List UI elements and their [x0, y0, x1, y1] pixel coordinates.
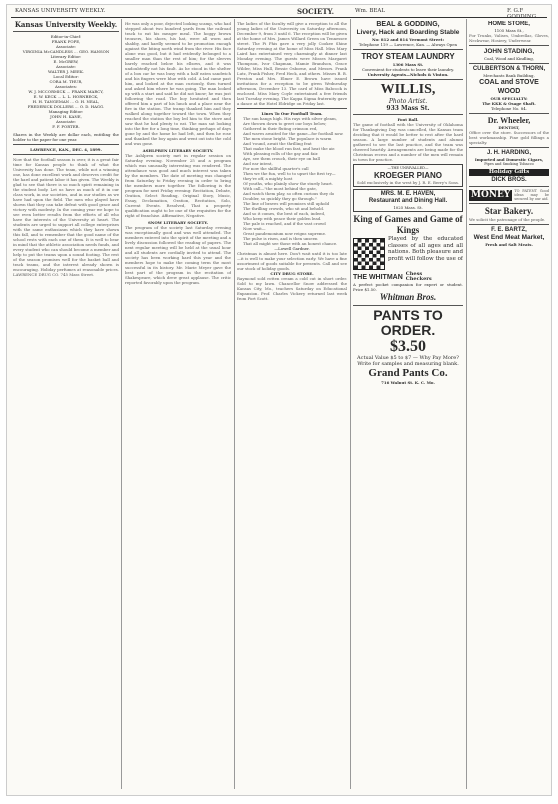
- star-bakery: Star Bakery.: [484, 206, 534, 216]
- masthead-line: Literary Editor:: [50, 54, 82, 59]
- masthead-title: Kansas University Weekly.: [14, 21, 118, 29]
- newspaper-page: [6, 4, 552, 796]
- column-divider: [350, 19, 351, 789]
- masthead-line: Associates:: [54, 84, 78, 89]
- section-heading: ASHLPREN LITERARY SOCIETY.: [142, 148, 214, 153]
- body-text: The program of the society last Saturday evening was exceptionally good and was well attended. The members entered into the spirit of the meeting and a lively discussion followed the reading of papers. The next regular meeting will be held at the usual hour and all students are cordially invited to attend. The society has been working hard this year and the members hope to make the coming term the most successful in its history. Mr. Marie Meyer gave the best part of the program in the recitation of Shakespeare, which drew great applause. The critic reported favorably upon the program.: [125, 225, 231, 285]
- phone: Telephone No. 84.: [491, 106, 527, 111]
- dateline: LAWRENCE, KAN., DEC. 4, 1899.: [30, 147, 102, 152]
- whitman-checkers: Checkers: [405, 276, 432, 282]
- masthead-line: FREDERICK DOLLERS ... O. D. HAGG.: [27, 104, 105, 109]
- masthead-line: VIRGINIA McCANDLESS ... GEO. HANSON: [22, 49, 110, 54]
- king-title: King of Games and Game of Kings: [353, 214, 463, 235]
- column-4: [353, 21, 463, 789]
- livery-addr: No: 812 and 814 Vermont Street:: [371, 37, 445, 42]
- body-text: The Ashlpren society met in regular session on Saturday evening. November 25 and a program which was unusually interesting was rendered. The attendance was good and much interest was taken by the members. The date of meeting was changed from Saturday to Friday evening in order to bring the members more together. The following is the program for next Friday evening: Recitation, Debate, Oration, Select Reading, Original Story, Music, Essay, Declamation, Oration, Recitation, Solo, Current Events. Resolved, That a property qualification ought to be one of the requisites for the right of franchise. Affirmative, Negative.: [125, 153, 231, 218]
- header-right-tag: Wm. BEAL: [355, 8, 386, 14]
- masthead-line: JOHN H. KANE,: [50, 114, 82, 119]
- willis-addr: 933 Mass St.: [386, 105, 430, 112]
- body-text: The ladies of the faculty will give a reception to all the young ladies of the University on Saturday afternoon, December 9, from 3 until 6. The reception will be given at the home of Mrs. James Willard Green on Tennessee street. The Pi Phis gave a very jolly Cookee Shine Saturday evening at the home of Miss Hall. Miss Mary Laird has entertained very charmingly at dinner last Monday evening. The guests were Misses Margaret Thompson, Ivor Chapman, Mamie Brandson, Grace Wilder, Miss Hull, Bessie Osborne, and Messrs. Frank Lutz, Frank Fisher, Fred Heck, and others. Misses B. B. Preston and Mrs. Elmer E. Brown have issued invitations for a reception to be given Wednesday afternoon, December 13. The card of Miss Babcock is enclosed. Miss Mary Coyle entertained a few friends last Tuesday evening. The Kappa Sigma fraternity gave a dance at the Hotel Eldridge on Friday last.: [237, 21, 347, 106]
- west-end: West End Meat Market,: [473, 234, 545, 241]
- column-2: [125, 21, 231, 789]
- grand-name: Grand Pants Co.: [368, 367, 448, 379]
- culbertson-sub: Merchants Bank Building,: [483, 73, 535, 78]
- body-text: We solicit the patronage of the people.: [469, 217, 546, 222]
- haven-sub: Restaurant and Dining Hall.: [368, 198, 448, 204]
- harding-name: J. H. HARDING,: [486, 150, 531, 156]
- section-heading: SNOW LITERARY SOCIETY.: [148, 220, 208, 225]
- masthead-line: Editor-in-Chief:: [50, 34, 82, 39]
- holiday-gifts: Holiday Gifts: [469, 169, 549, 176]
- masthead-line: WALTER J. MEEK.: [47, 69, 85, 74]
- masthead-line: H. H. TANGEMAN ... O. H. NEAL,: [32, 99, 100, 104]
- poem-title: Lines To Our Football Team.: [261, 111, 323, 116]
- king-body: Played by the educated classes of all ages and all nations. Both pleasure and profit will follow the use of: [388, 236, 463, 262]
- livery-name: BEAL & GODDING,: [376, 21, 440, 28]
- fresh-meats: Fresh and Salt Meats.: [485, 242, 533, 247]
- willis-sub: Photo Artist.: [388, 98, 428, 105]
- body-text: For Trunks, Valises, Umbrellas, Gloves, Neckwear, Hosiery, Underwear.: [469, 33, 549, 43]
- laundry-name: TROY STEAM LAUNDRY: [361, 52, 455, 61]
- bartz-name: F. E. BARTZ,: [491, 227, 527, 233]
- column-divider: [466, 19, 467, 789]
- kroeger-ad: —THE UNRIVALLED— KROEGER PIANO Sold exclusively in the west by J. R. E. Berry's Sons.: [353, 164, 463, 187]
- header-center: SOCIETY.: [297, 7, 335, 16]
- column-5: [469, 21, 549, 789]
- column-divider: [121, 19, 122, 789]
- masthead-line: E. W. KECK ... L. L. HORNBECK,: [33, 94, 99, 99]
- whitman-brothers: Whitman Bros.: [379, 292, 437, 302]
- wheeler-name: Dr. Wheeler,: [487, 116, 531, 125]
- header-left: KANSAS UNIVERSITY WEEKLY.: [15, 8, 106, 14]
- kroeger-name: KROEGER PIANO: [373, 171, 442, 180]
- masthead-line: FRANK FOPE,: [51, 39, 81, 44]
- masthead-line: Associate:: [55, 44, 77, 49]
- pants-price: $3.50: [390, 338, 426, 355]
- laundry-addr: 1306 Mass St.: [392, 62, 424, 67]
- livery-sub: Livery, Hack and Boarding Stable: [356, 29, 460, 36]
- haven-name: MRS. M. E. HAVEN,: [380, 191, 436, 197]
- money-banner: MONEY: [471, 189, 511, 200]
- section-heading: CITY DRUG STORE.: [270, 271, 314, 276]
- checkerboard-icon: [353, 238, 385, 270]
- whitman-chess: Chess: [405, 271, 423, 277]
- pants-body: Actual Value $5 to $7 — Why Pay More? Write for samples and measuring blank.: [357, 355, 459, 367]
- masthead-line: Associate:: [55, 64, 77, 69]
- body-text: Raymond sold rotten cream a cold cut in short order. Sold to my lawn. Chancellor Snow addressed the Kansas City, Mo., teachers Saturday on Educational Expansion. Prof. Charles Vickery returned last week from Fort Scott.: [237, 276, 347, 301]
- whitman-note: A perfect pocket companion for expert or student. Price $1.50.: [353, 282, 463, 292]
- section-heading: Foot Ball.: [397, 117, 419, 122]
- imported: Imported and Domestic Cigars,: [474, 157, 544, 162]
- haven-addr: 1025 Mass. St.: [393, 205, 423, 210]
- masthead-line: F. F. PORTER.: [52, 124, 80, 129]
- body-text: Now that the football season is over, it is a great fair time for Kansas people to think of what the University has done. The team, while not a winning one, has done excellent work and deserves credit for the hard and patient labor it has given. The Weekly is glad to see that there is so much spirit remaining in the student body. Let us have as much of it in our class work, in our societies, and in our studies as we have had upon the field. The men who played have shown that they can take defeat with good grace and victory with modesty. In the coming year we hope to see even better results from the efforts of all who have the interests of the University at heart. The students are urged to support all college enterprises with the same enthusiasm which they have shown this fall, and to remember that the good name of the school rests with each one of them. It is well to bear in mind that the athletic association needs funds, and every student who can should become a member and help to put the teams upon a sound footing. The rest of the season promises well for the basket ball and track teams, and the interest already shown is encouraging. Holiday perfumes at reasonable prices. LAWRENCE DRUG CO. 745 Mass Street.: [13, 157, 119, 277]
- haven-ad: [353, 189, 463, 212]
- page-header: [7, 7, 551, 20]
- masthead-line: Local Editor:: [53, 74, 79, 79]
- whitman-name: THE WHITMAN: [353, 273, 403, 281]
- body-text: He was only a poor, dejected looking scamp, who had stepped about two hundred yards from the railroad track to eat his meager meal. The hoggy brown trousers, his shoes, his hat, were all worn and shabby, and hardly seemed to be promotion enough against the biting north wind from the river. His face alone was good, but it had evidently belonged to a smaller man than the rest of him; for the sleeves barely reached below his elbows, and it was undoubtedly not his fault. As he stood in the shelter of a box car he was busy with a half eaten sandwich and his fingers were blue with cold. A lad came past him, and looked at the man curiously, then turned and asked him where he was going. The man looked up with a start and said he did not know; he was just following the road. The boy hesitated and then offered him a part of his lunch and a place near the fire in the station. The tramp thanked him and they walked along together toward the town. When they reached the station the boy led him to the stove and saw that he had plenty to eat. The man sat looking into the fire for a long time, thinking perhaps of days gone by and the home he had left, and then he rose and thanked the boy again and went out into the cold and was gone.: [125, 21, 231, 146]
- coal-line: Coal, Wood and Kindling,: [484, 56, 534, 61]
- body-text: Office over the store. Successors of the best workmanship. Fine gold fillings a specialty.: [469, 130, 549, 145]
- column-3: [237, 21, 347, 789]
- willis-name: WILLIS,: [380, 82, 436, 97]
- laundry-agents: University Agents—Nichols & Vinton.: [367, 72, 449, 77]
- dentist: DENTIST,: [498, 125, 520, 130]
- kroeger-body: Sold exclusively in the west by J. R. E. Berry's Sons.: [356, 180, 460, 185]
- livery-note: Telephone 119 — Lawrence, Kan. — Always Open: [358, 42, 458, 47]
- masthead-line: Managing Editor:: [48, 109, 84, 114]
- header-right-name: F. G.F GODDING: [507, 8, 537, 20]
- laundry-sub: Convenient for students to leave their laundry.: [361, 67, 455, 72]
- body-text: Christmas is almost here. Don't wait until it is too late—it is well to make your selection early. We have a fine assortment of goods suitable for presents. Call and see our stock of holiday goods.: [237, 251, 347, 271]
- specialty: OUR SPECIALTY:: [490, 96, 528, 101]
- home-store: HOME STORE,: [488, 21, 530, 27]
- kkk: The KKK & Osage Shaft.: [482, 101, 536, 106]
- body-text: The game of football with the University of Oklahoma for Thanksgiving Day was cancelled, the Kansas team deciding that it would be better to rest after the hard season. A large number of students and alumni gathered to see the last practice, and the team was cheered heartily. Arrangements are being made for the Christmas recess and a number of the men will remain in town for practice.: [353, 122, 463, 162]
- column-1: [13, 21, 119, 789]
- grand-addr: 716 Walnut St. K. C. Mo.: [381, 380, 435, 385]
- masthead-note: Shares in the Weekly are dollar each, entitling the holder to the paper for one year.: [13, 132, 119, 142]
- masthead-line: Associate:: [55, 119, 77, 124]
- poem-text: The sun hangs high. His rays with silver gleam, Are thrown down to greet our boys below; Gathered in their fluting crimson red, And waves awaited for the game—for football now. The men stone bright. The populace is warm And 'round, await the thrilling feat That make the blood run fast, and heat the air. With pleasing rolls of the gay and fair. Aye, see them crouch, their eye on ball And ear intent, For now the skillful quarter's call Then we the fun, well to to upset the first try—they're off, a mighty host Of youths, who plainly show the sturdy heart. With call—"the most behind the gate, And watch them play, so often curious they do Doubler, so quickly they go through." The line of braves will promises still uphold The thrilling crowds, who sit and behold. And so it comes, the best of each, indeed, Who keep with peace their golden lead. The pale is reached, and if the vast crowd Now wait— Great pandemonium now reigns supreme. The pulse is risen, and is then unseen That all might see those with an honest chance.: [243, 116, 344, 246]
- masthead-line: W. J. MCCORMICK ... FRANK MARCY,: [28, 89, 104, 94]
- poem-author: —Lowell Gardner.: [274, 246, 310, 251]
- masthead-line: CORA M. THUR,: [49, 79, 83, 84]
- body-text: Pipes and Smoking Tobacco: [484, 162, 534, 166]
- culbertson-name: CULBERTSON & THORN,: [472, 66, 546, 72]
- header-rule: [11, 17, 547, 18]
- dick-bros: DICK BROS.: [491, 177, 527, 183]
- home-addr: 1105 Mass St.,: [494, 28, 524, 33]
- masthead-line: E. McGREW,: [53, 59, 79, 64]
- coal-stove: COAL and STOVE WOOD: [479, 79, 539, 95]
- body-text: TO PATENT Good ideas may be secured by our aid.: [514, 189, 549, 201]
- johnstading-name: JOHN STADING,: [483, 48, 535, 55]
- column-divider: [234, 19, 235, 789]
- pants-title: PANTS TO ORDER.: [373, 307, 443, 338]
